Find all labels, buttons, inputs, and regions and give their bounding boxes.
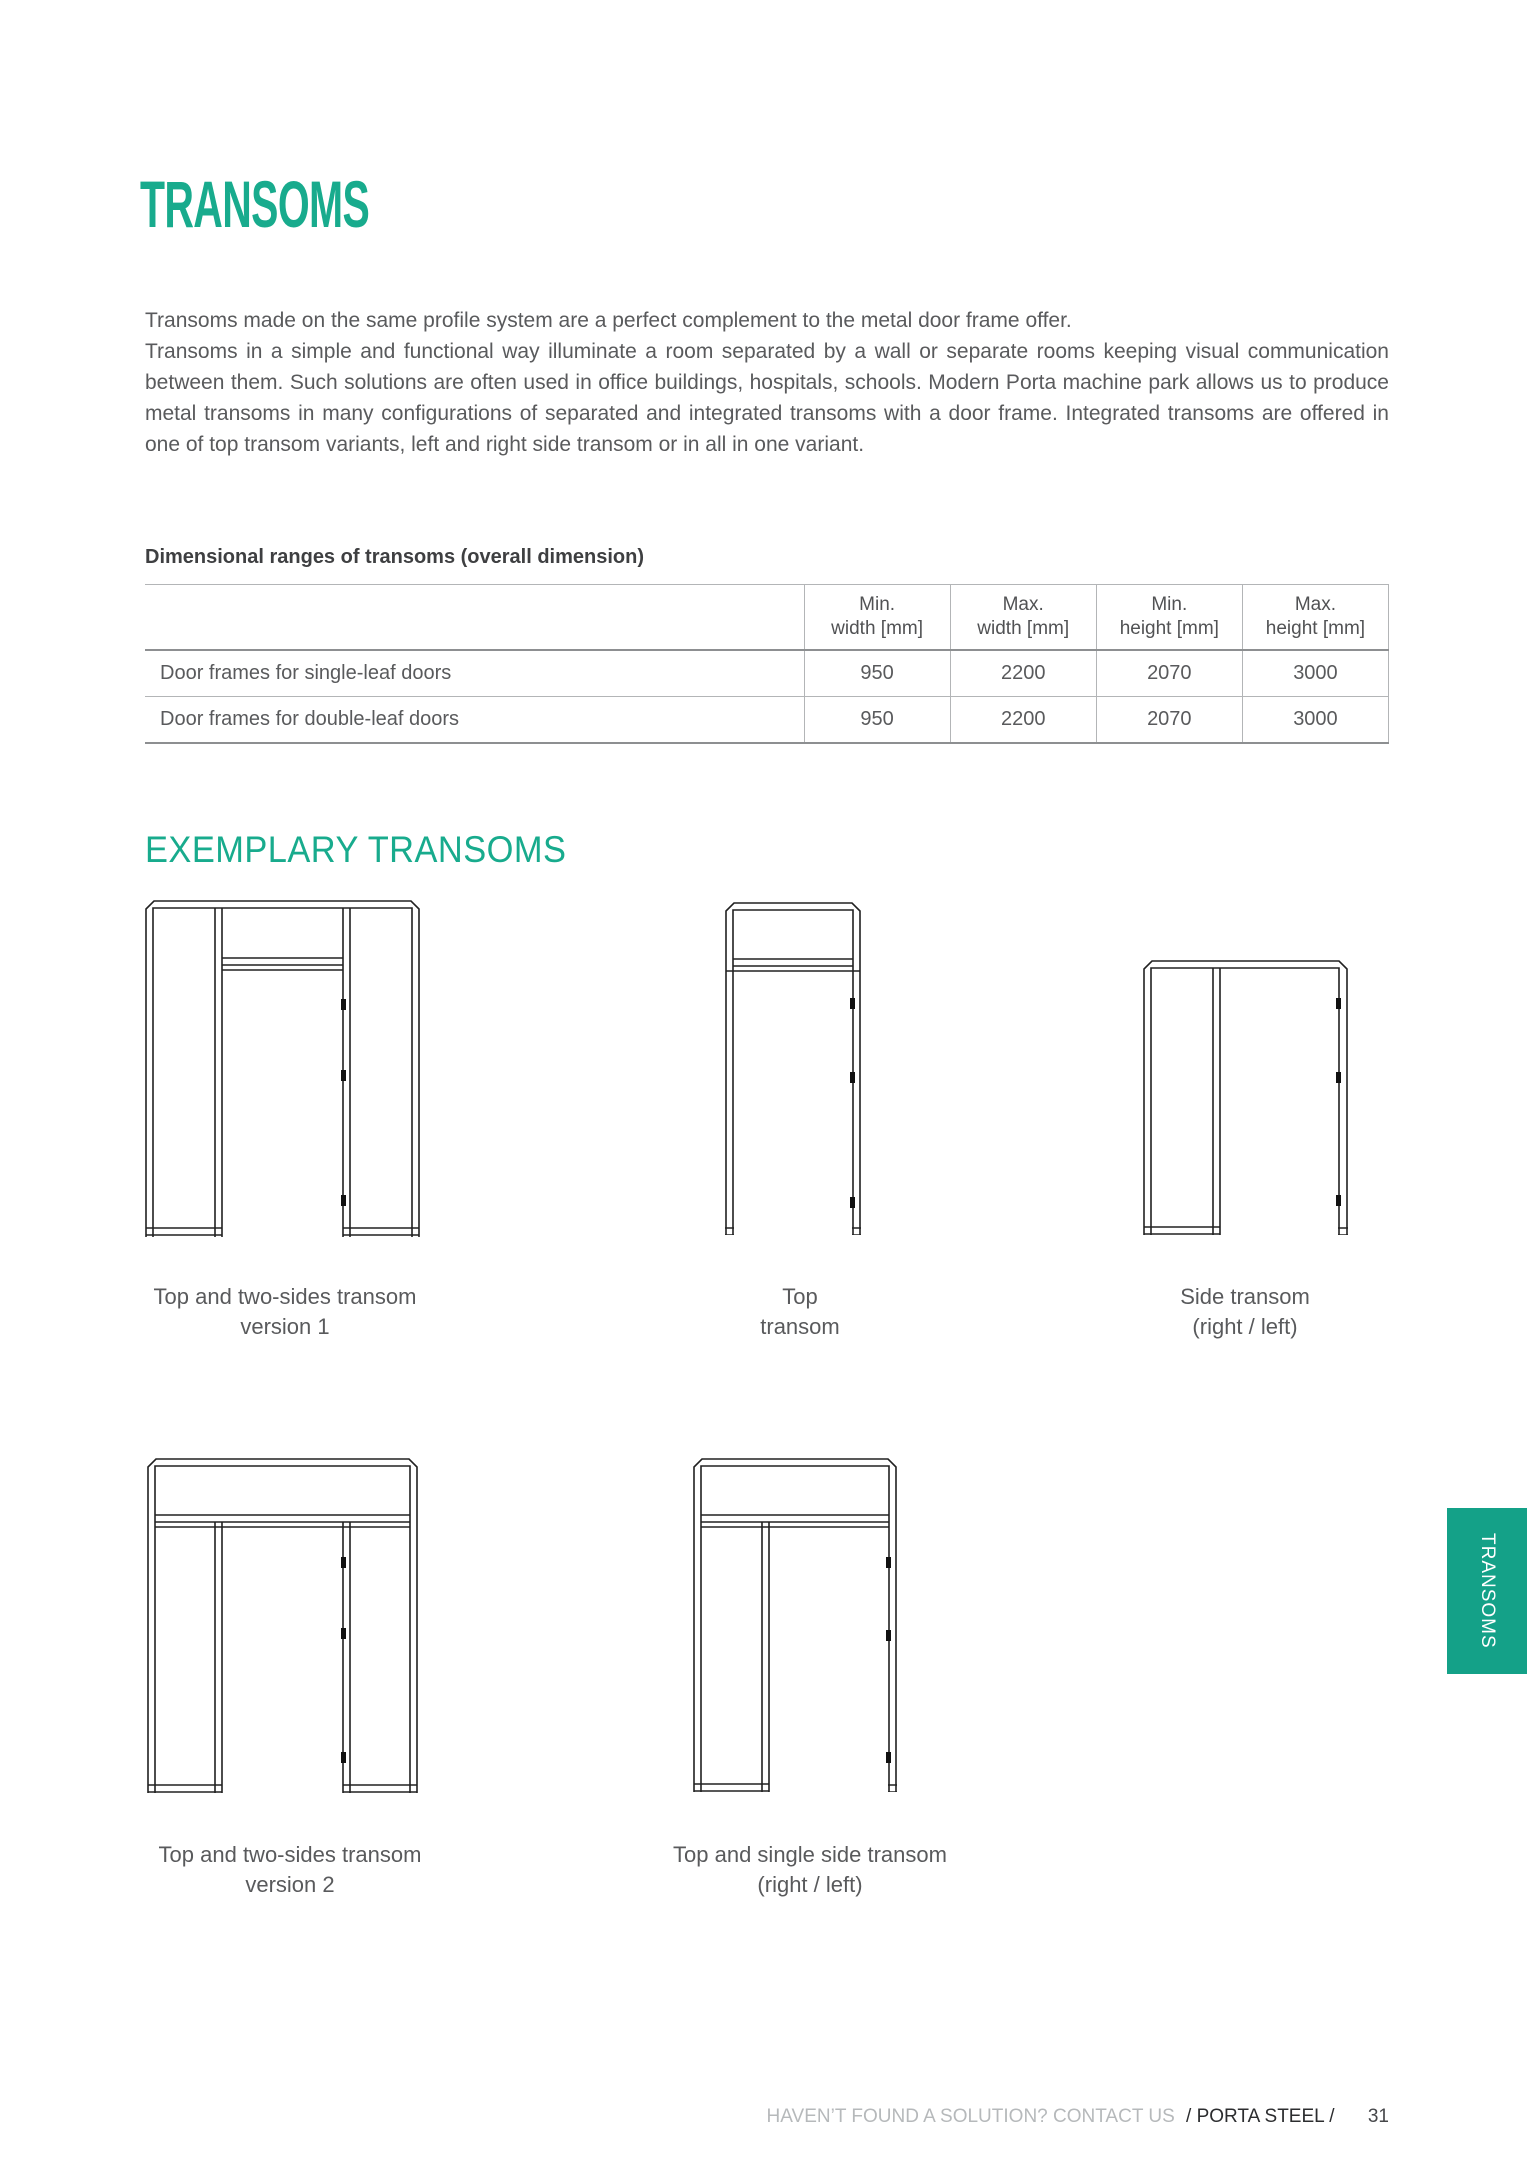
value-cell: 950 <box>804 697 950 744</box>
diagram-top-single-side-transom <box>693 1458 897 1792</box>
value-cell: 2200 <box>950 697 1096 744</box>
diagram-caption: Top transom <box>760 1284 840 1339</box>
diagram-caption: Top and two-sides transom version 2 <box>158 1842 422 1897</box>
value-cell: 3000 <box>1242 650 1388 697</box>
table-row <box>145 650 1389 697</box>
value-cell: 950 <box>804 650 950 697</box>
section-tab-transoms <box>1447 1508 1527 1674</box>
value-cell: 2070 <box>1096 650 1242 697</box>
footer-contact-text: HAVEN’T FOUND A SOLUTION? CONTACT US <box>766 2106 1175 2127</box>
page-footer <box>767 2106 1389 2128</box>
diagram-top-transom <box>725 902 861 1235</box>
value-cell: 2070 <box>1096 697 1242 744</box>
dimensions-table-section <box>145 546 1389 744</box>
section-tab-label: TRANSOMS <box>1477 1533 1498 1649</box>
diagram-caption: Top and two-sides transom version 1 <box>153 1284 417 1339</box>
diagram-caption: Top and single side transom (right / left) <box>673 1842 947 1897</box>
value-cell: 2200 <box>950 650 1096 697</box>
table-row <box>145 697 1389 744</box>
row-label: Door frames for double-leaf doors <box>145 697 804 744</box>
row-label: Door frames for single-leaf doors <box>145 650 804 697</box>
column-header-min-height: Min. height [mm] <box>1096 585 1242 651</box>
intro-body: Transoms in a simple and functional way illuminate a room separated by a wall or separate rooms keeping visual communication between them. Such solutions are often used in office buildings, hospitals, schools. Modern Porta machine park allows us to produce metal transoms in many configurations of separated and integrated transoms with a door frame. Integrated transoms are offered in one of top transom variants, left and right side transom or in all in one variant. <box>145 340 1389 456</box>
value-cell: 3000 <box>1242 697 1388 744</box>
page-number: 31 <box>1367 2106 1389 2127</box>
intro-paragraph <box>145 305 1389 460</box>
diagram-caption: Side transom (right / left) <box>1180 1284 1310 1339</box>
footer-brand-text: / PORTA STEEL / <box>1186 2106 1335 2127</box>
dimensions-table <box>145 584 1389 744</box>
diagram-top-two-sides-transom-v1 <box>145 900 420 1237</box>
intro-first-sentence: Transoms made on the same profile system are a perfect complement to the metal door frame offer. <box>145 309 1072 332</box>
diagram-side-transom <box>1143 960 1348 1235</box>
diagram-top-two-sides-transom-v2 <box>147 1458 418 1793</box>
page-title: TRANSOMS <box>140 167 370 242</box>
column-header-max-width: Max. width [mm] <box>950 585 1096 651</box>
section-heading-exemplary-transoms: EXEMPLARY TRANSOMS <box>145 828 567 870</box>
empty-header-cell <box>145 585 804 651</box>
table-title: Dimensional ranges of transoms (overall dimension) <box>145 546 645 568</box>
header-row <box>145 585 1389 651</box>
column-header-min-width: Min. width [mm] <box>804 585 950 651</box>
column-header-max-height: Max. height [mm] <box>1242 585 1388 651</box>
